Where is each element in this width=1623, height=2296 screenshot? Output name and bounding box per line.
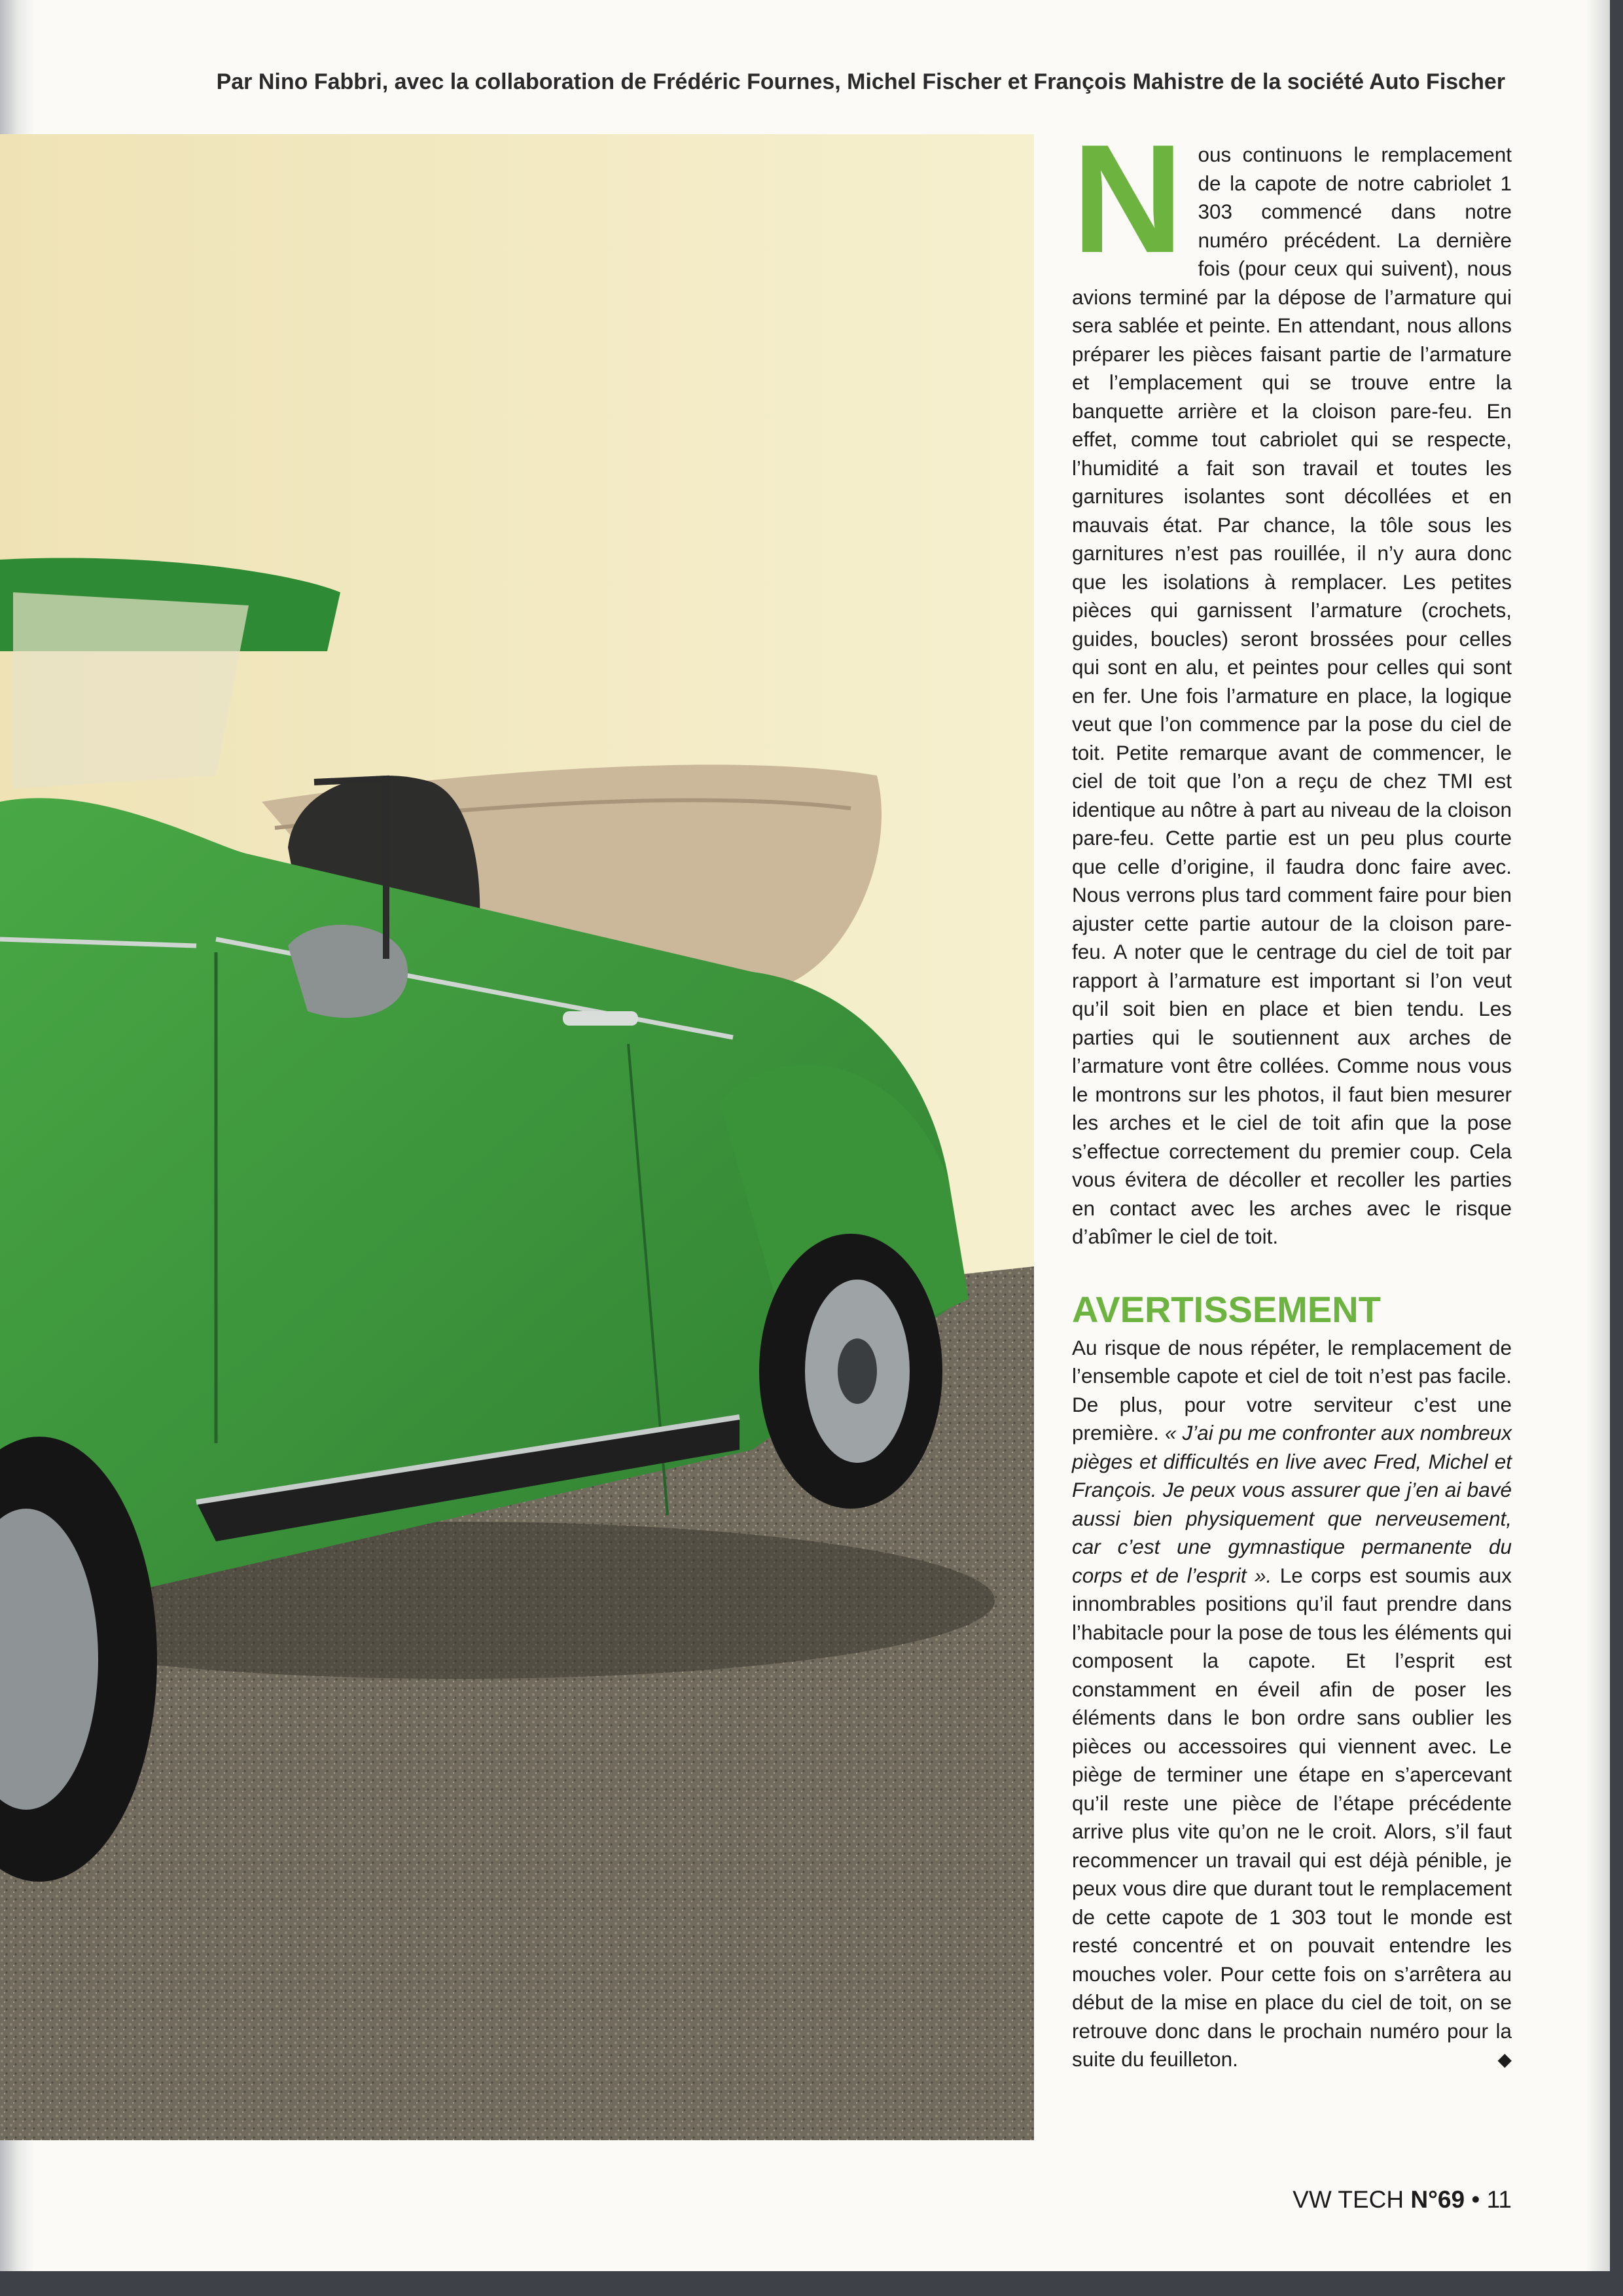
article-body	[1072, 113, 1512, 2074]
end-mark-icon: ◆	[1497, 2049, 1512, 2070]
car-photo	[0, 134, 1034, 2140]
magazine-name: VW TECH	[1293, 2186, 1411, 2213]
warning-rest: Le corps est soumis aux innombrables positions qu’il faut prendre dans l’habitacle pour la pose de tous les éléments qui composent la capote. Et l’esprit est constamment en éveil afin de poser les éléments dans le bon ordre sans oublier les pièces ou accessoires qui viennent avec. Le piège de terminer une étape en s’apercevant qu’il reste une pièce de l’étape précédente arrive plus vite qu’on ne le croit. Alors, s’il faut recommencer un travail qui est déjà pénible, je peux vous dire que durant tout le remplacement de cette capote de 1 303 tout le monde est resté concentré et on pouvait entendre les mouches voler. Pour cette fois on s’arrêtera au début de la mise en place du ciel de toit, on se retrouve donc dans le prochain numéro pour la suite du feuilleton.	[1072, 1563, 1512, 2071]
page-edge	[1586, 0, 1610, 2271]
warning-lead: Au risque de nous répéter, le remplacement de l’ensemble capote et ciel de toit n’est pas facile. De plus, pour votre serviteur c’est une première.	[1072, 1335, 1512, 1444]
page-footer	[1293, 2186, 1512, 2214]
intro-paragraph: ous continuons le remplacement de la capote de notre cabriolet 1 303 commencé dans notre numéro précédent. La dernière fois (pour ceux qui suivent), nous avions terminé par la dépose de l’armature qui sera sablée et peinte. En attendant, nous allons préparer les pièces faisant partie de l’armature et l’emplacement qui se trouve entre la banquette arrière et la cloison pare-feu. En effet, comme tout cabriolet qui se respecte, l’humidité a fait son travail et toutes les garnitures isolantes sont décollées et en mauvais état. Par chance, la tôle sous les garnitures n’est pas rouillée, il n’y aura donc que les isolations à remplacer. Les petites pièces qui garnissent l’armature (crochets, guides, boucles) seront brossées pour celles qui sont en alu, et peintes pour celles qui sont en fer. Une fois l’armature en place, la logique veut que l’on commence par la pose du ciel de toit. Petite remarque avant de commencer, le ciel de toit que l’on a reçu de chez TMI est identique au nôtre à part au niveau de la cloison pare-feu. Cette partie est un peu plus courte que celle d’origine, il faudra donc faire avec. Nous verrons plus tard comment faire pour bien ajuster cette partie autour de la cloison pare-feu. A noter que le centrage du ciel de toit par rapport à l’armature est important si l’on veut qu’il soit bien en place et bien tendu. Les parties qui le soutiennent aux arches de l’armature vont être collées. Comme nous vous le montrons sur les photos, il faut bien mesurer les arches et le ciel de toit afin que la pose s’effectue correctement du premier coup. Cela vous évitera de décoller et recoller les parties en contact avec les arches avec le risque d’abîmer le ciel de toit.	[1072, 143, 1512, 1248]
footer-separator: •	[1465, 2186, 1487, 2213]
page-number: 11	[1486, 2186, 1512, 2213]
section-heading-warning: AVERTISSEMENT	[1072, 1288, 1381, 1330]
warning-paragraph	[1072, 1334, 1512, 2074]
warning-quote: « J’ai pu me confronter aux nombreux pièges et difficultés en live avec Fred, Michel et François. Je peux vous assurer que j’en ai bavé aussi bien physiquement que nerveusement, car c’est une gymnastique permanente du corps et de l’esprit ».	[1072, 1421, 1512, 1587]
article-byline: Par Nino Fabbri, avec la collaboration de Frédéric Fournes, Michel Fischer et François Mahistre de la société Auto Fischer	[216, 69, 1505, 94]
issue-number: N°69	[1410, 2186, 1465, 2213]
drop-cap: N	[1072, 113, 1184, 285]
